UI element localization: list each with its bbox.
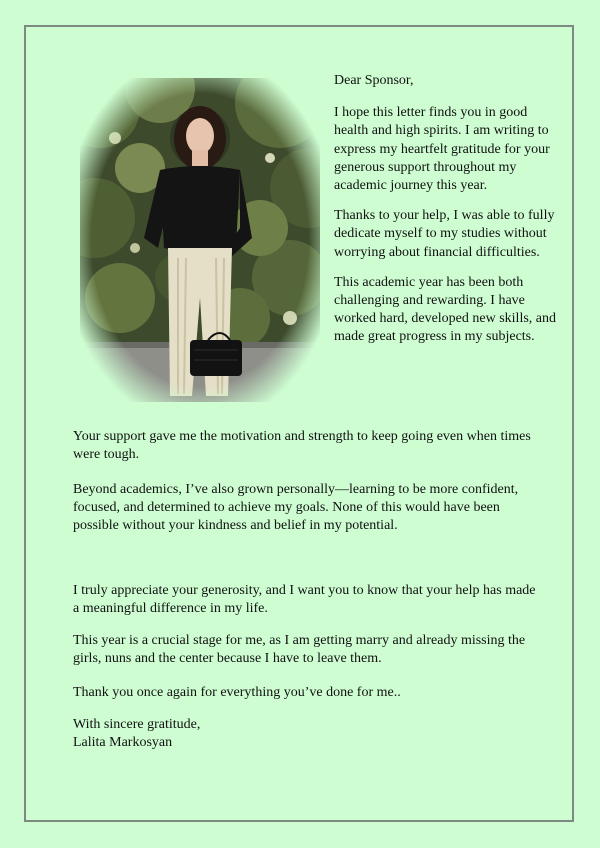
signoff-block xyxy=(73,716,543,752)
closing: With sincere gratitude, xyxy=(73,717,201,732)
paragraph-5-block xyxy=(73,481,543,536)
student-photo xyxy=(80,78,320,402)
letter-intro-column xyxy=(334,72,556,359)
paragraph-3: This academic year has been both challenging and rewarding. I have worked hard, developed new skills, and made great progress in my subjects. xyxy=(334,274,556,345)
paragraph-7-block xyxy=(73,632,543,668)
paragraph-6-block xyxy=(73,582,543,618)
paragraph-4: Your support gave me the motivation and strength to keep going even when times were tough. xyxy=(73,429,531,463)
paragraph-2: Thanks to your help, I was able to fully dedicate myself to my studies without worrying about financial difficulties. xyxy=(334,208,555,260)
salutation: Dear Sponsor, xyxy=(334,73,414,88)
signature: Lalita Markosyan xyxy=(73,735,173,751)
paragraph-4-block xyxy=(73,428,543,464)
paragraph-8-block xyxy=(73,684,543,702)
paragraph-6: I truly appreciate your generosity, and I want you to know that your help has made a meaningful difference in my life. xyxy=(73,583,536,617)
paragraph-8: Thank you once again for everything you’ve done for me.. xyxy=(73,685,401,700)
paragraph-7: This year is a crucial stage for me, as I am getting marry and already missing the girls, nuns and the center because I have to leave them. xyxy=(73,633,526,667)
paragraph-1: I hope this letter finds you in good health and high spirits. I am writing to express my heartfelt gratitude for your generous support throughout my academic journey this year. xyxy=(334,105,550,194)
paragraph-5: Beyond academics, I’ve also grown personally—learning to be more confident, focused, and determined to achieve my goals. None of this would have been possible without your kindness and belief in my potential. xyxy=(73,482,519,534)
